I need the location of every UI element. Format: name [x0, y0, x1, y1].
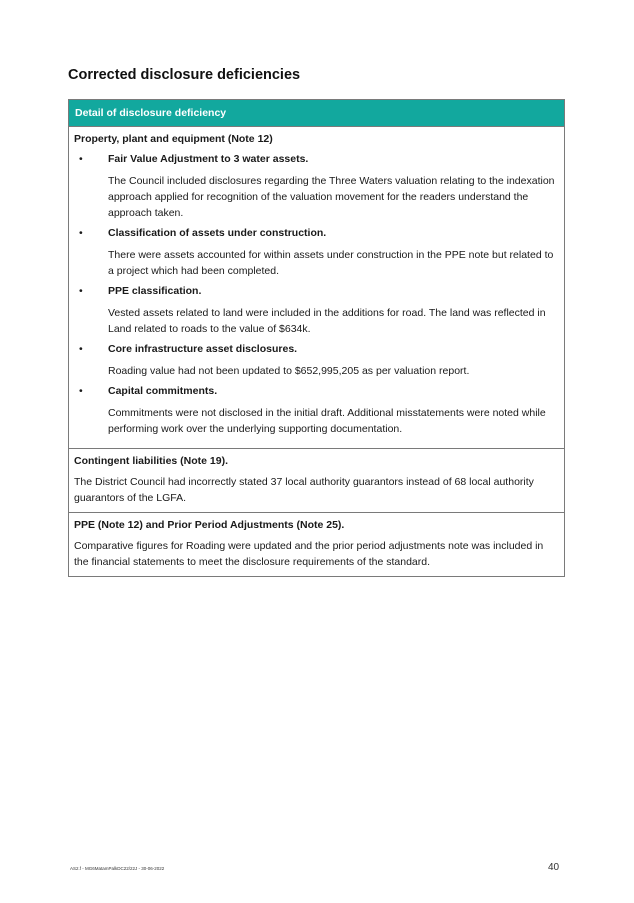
item-body: Commitments were not disclosed in the initial draft. Additional misstatements were noted while performing work over the underlying supporting documentation. [108, 407, 546, 435]
bullet-icon: • [79, 285, 83, 297]
section-prior-period [69, 512, 564, 576]
item-title: Classification of assets under construction. [108, 227, 327, 239]
list-item [74, 284, 558, 337]
item-body: The Council included disclosures regarding the Three Waters valuation relating to the indexation approach applied for recognition of the valuation movement for the readers understand the approach taken. [108, 175, 555, 219]
page-heading: Corrected disclosure deficiencies [68, 67, 301, 83]
list-item [74, 152, 558, 221]
footer-reference: AS2.f - MG6MatamPalkDC22/22J - 30-06-2022 [70, 866, 165, 871]
item-body: There were assets accounted for within assets under construction in the PPE note but related to a project which had been completed. [108, 249, 554, 277]
section-contingent-liabilities [69, 448, 564, 512]
item-body: Roading value had not been updated to $652,995,205 as per valuation report. [108, 365, 470, 377]
bullet-icon: • [79, 385, 83, 397]
item-body: Vested assets related to land were included in the additions for road. The land was reflected in Land related to roads to the value of $634k. [108, 307, 546, 335]
table-header: Detail of disclosure deficiency [69, 100, 564, 126]
section-ppe [69, 126, 564, 448]
section-body: Comparative figures for Roading were updated and the prior period adjustments note was included in the financial statements to meet the disclosure requirements of the standard. [74, 540, 544, 568]
section-title: Property, plant and equipment (Note 12) [74, 133, 273, 145]
list-item [74, 342, 558, 379]
section-body: The District Council had incorrectly stated 37 local authority guarantors instead of 68 local authority guarantors of the LGFA. [74, 476, 534, 504]
section-title: PPE (Note 12) and Prior Period Adjustments (Note 25). [74, 519, 345, 531]
list-item [74, 384, 558, 437]
item-title: Fair Value Adjustment to 3 water assets. [108, 153, 309, 165]
bullet-icon: • [79, 153, 83, 165]
item-title: Core infrastructure asset disclosures. [108, 343, 298, 355]
page-number: 40 [548, 862, 560, 873]
bullet-icon: • [79, 227, 83, 239]
item-title: PPE classification. [108, 285, 202, 297]
item-title: Capital commitments. [108, 385, 218, 397]
section-title: Contingent liabilities (Note 19). [74, 455, 229, 467]
list-item [74, 226, 558, 279]
bullet-icon: • [79, 343, 83, 355]
disclosure-table [68, 99, 565, 577]
